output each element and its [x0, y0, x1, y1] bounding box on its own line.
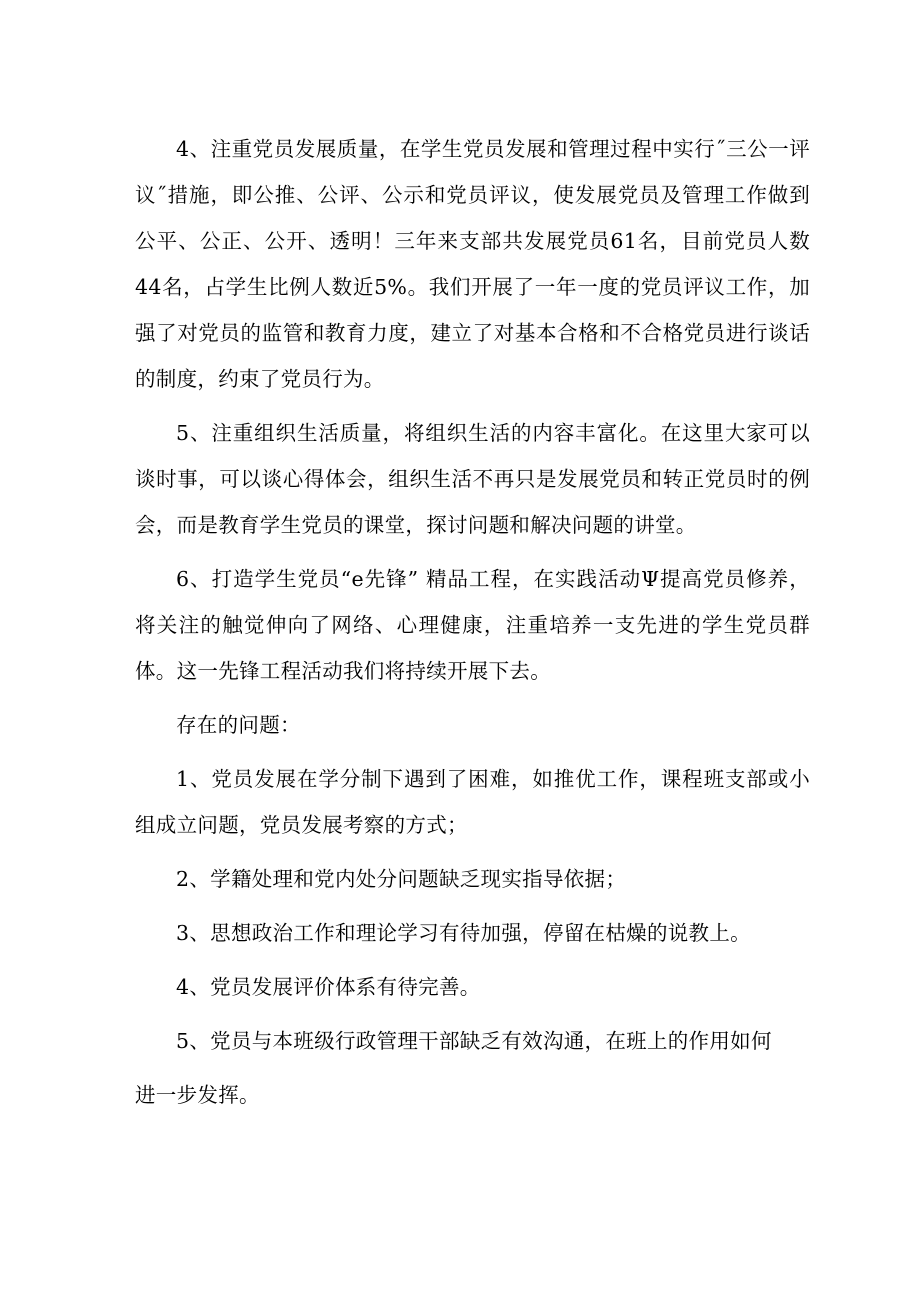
paragraph-organization-life-quality: 5、注重组织生活质量，将组织生活的内容丰富化。在这里大家可以谈时事，可以谈心得体会，组织生活不再只是发展党员和转正党员时的例会，而是教育学生党员的课堂，探讨问题和解决问题的讲堂。 [135, 421, 810, 537]
section-heading-existing-problems: 存在的问题： [176, 713, 301, 737]
problem-item-5: 5、党员与本班级行政管理干部缺乏有效沟通，在班上的作用如何 [176, 1029, 772, 1053]
problem-item-3: 3、思想政治工作和理论学习有待加强，停留在枯燥的说教上。 [176, 921, 751, 945]
paragraph-e-pioneer-project: 6、打造学生党员“e先锋” 精品工程，在实践活动Ψ提高党员修养，将关注的触觉伸向了网络、心理健康，注重培养一支先进的学生党员群体。这一先锋工程活动我们将持续开展下去。 [135, 567, 810, 683]
problem-item-5-continuation: 进一步发挥。 [135, 1083, 260, 1107]
problem-item-2: 2、学籍处理和党内处分问题缺乏现实指导依据； [176, 867, 627, 891]
paragraph-party-development-quality: 4、注重党员发展质量，在学生党员发展和管理过程中实行˝三公一评议˝措施，即公推、公评、公示和党员评议，使发展党员及管理工作做到公平、公正、公开、透明！三年来支部共发展党员61名，目前党员人数44名，占学生比例人数近5%。我们开展了一年一度的党员评议工作，加强了对党员的监管和教育力度，建立了对基本合格和不合格党员进行谈话的制度，约束了党员行为。 [135, 137, 810, 391]
problem-item-1: 1、党员发展在学分制下遇到了困难，如推优工作，课程班支部或小组成立问题，党员发展考察的方式； [135, 767, 810, 837]
problem-item-4: 4、党员发展评价体系有待完善。 [176, 975, 481, 999]
